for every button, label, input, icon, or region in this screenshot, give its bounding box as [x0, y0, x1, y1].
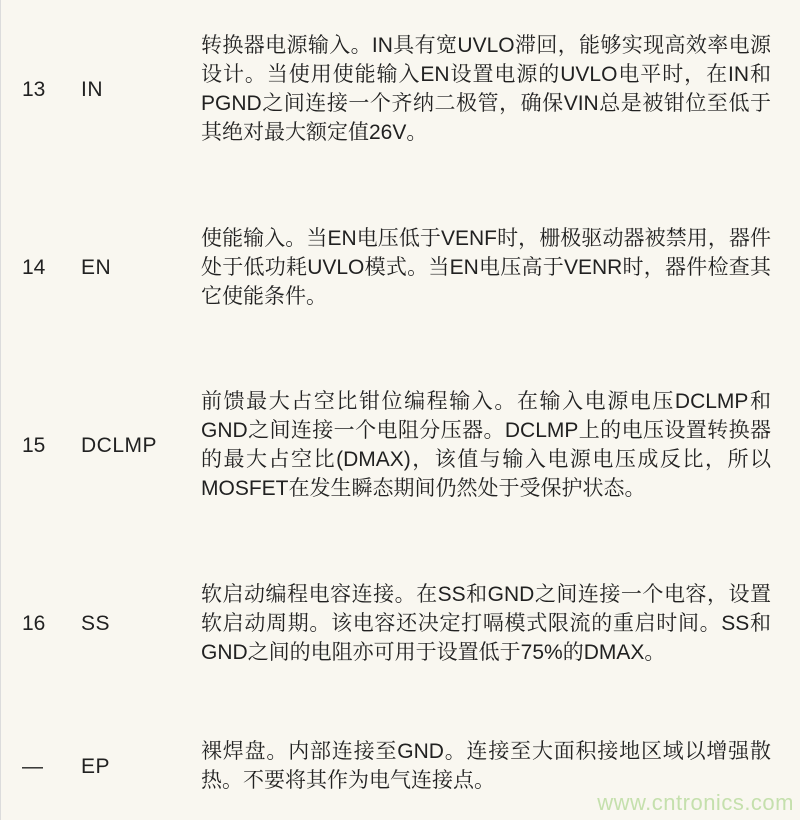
pin-number: 15 — [22, 433, 46, 457]
pin-name: SS — [81, 611, 111, 635]
pin-name: IN — [81, 77, 103, 101]
pin-name: EP — [81, 754, 111, 778]
pin-description: 使能输入。当EN电压低于VENF时，栅极驱动器被禁用，器件处于低功耗UVLO模式。当EN电压高于VENR时，器件检查其它使能条件。 — [201, 226, 771, 308]
pin-description: 软启动编程电容连接。在SS和GND之间连接一个电容，设置软启动周期。该电容还决定打嗝模式限流的重启时间。SS和GND之间的电阻亦可用于设置低于75%的DMAX。 — [201, 582, 771, 664]
pin-number: 16 — [22, 611, 46, 635]
table-row-pin-13 — [1, 0, 800, 178]
pin-function-table — [1, 0, 800, 820]
pin-description: 裸焊盘。内部连接至GND。连接至大面积接地区域以增强散热。不要将其作为电气连接点。 — [201, 740, 771, 792]
pin-number: — — [22, 754, 43, 778]
pin-number: 14 — [22, 255, 46, 279]
pin-name: EN — [81, 255, 112, 279]
table-row-pin-16 — [1, 534, 800, 712]
pin-description: 转换器电源输入。IN具有宽UVLO滞回，能够实现高效率电源设计。当使用使能输入EN设置电源的UVLO电平时，在IN和PGND之间连接一个齐纳二极管，确保VIN总是被钳位至低于其绝对最大额定值26V。 — [201, 34, 771, 144]
pin-description: 前馈最大占空比钳位编程输入。在输入电源电压DCLMP和GND之间连接一个电阻分压器。DCLMP上的电压设置转换器的最大占空比(DMAX)，该值与输入电源电压成反比，所以MOSFET在发生瞬态期间仍然处于受保护状态。 — [201, 390, 771, 500]
watermark-cntronics: www.cntronics.com — [597, 790, 794, 815]
pin-number: 13 — [22, 77, 46, 101]
table-row-pin-15 — [1, 356, 800, 534]
pin-name: DCLMP — [81, 433, 158, 457]
table-row-pin-14 — [1, 178, 800, 356]
